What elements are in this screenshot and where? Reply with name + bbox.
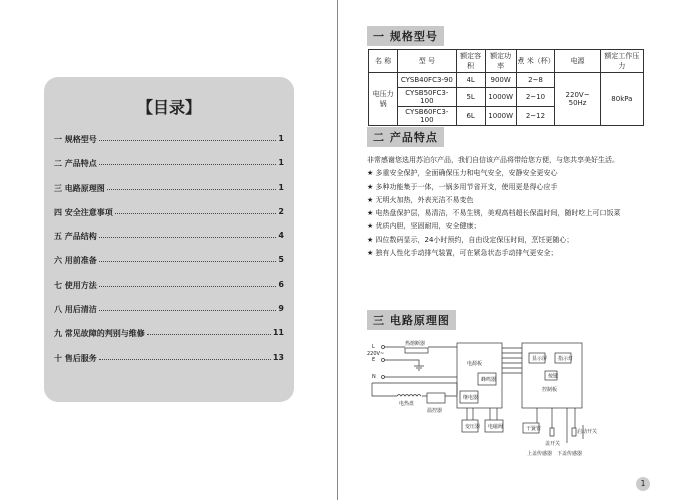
buzzer-box-label: 蜂鸣器 <box>481 377 497 383</box>
feature-item <box>367 167 652 180</box>
product-name: 电压力锅 <box>369 73 398 126</box>
spec-table <box>368 49 644 126</box>
diagram-label: 220V~ <box>367 351 385 357</box>
toc-page: 1 <box>278 134 284 143</box>
toc-page: 1 <box>278 182 284 192</box>
column-header: 额定容积 <box>456 50 485 73</box>
leader-dots <box>147 328 271 335</box>
cell-pressure: 80kPa <box>600 73 643 126</box>
diagram-label: 电热盘 <box>399 401 415 407</box>
toc-page: 9 <box>278 304 284 314</box>
diagram-label: 控制板 <box>542 387 558 393</box>
feature-item <box>367 234 652 247</box>
toc-item[interactable] <box>54 328 284 352</box>
feature-text: 电热盘保护层，易清洁，不易生锈，美观高档超长保温时间，随时吃上可口饭菜 <box>375 209 621 218</box>
cell-volume: 4L <box>456 73 485 88</box>
cell-model: CYSB60FC3-100 <box>398 107 456 126</box>
feature-text: 四位数码显示，24小时预约，自由设定保压时间，烹饪更随心； <box>375 235 574 244</box>
section-heading-circuit: 三 电路原理图 <box>367 310 456 330</box>
star-icon: ★ <box>367 235 376 244</box>
feature-text: 多种功能集于一体，一锅多用节省开支，使用更是得心应手 <box>375 182 558 191</box>
indicator-box-label: 指示灯 <box>558 356 574 362</box>
toc-page: 4 <box>278 231 284 241</box>
star-icon: ★ <box>367 169 376 178</box>
fuse <box>405 348 428 353</box>
toc-label: 十 售后服务 <box>54 353 97 363</box>
leader-dots <box>99 304 277 311</box>
diagram-label: 启动开关 <box>577 429 598 435</box>
column-header: 型 号 <box>398 50 456 73</box>
features-list <box>367 154 652 260</box>
leader-dots <box>99 280 277 287</box>
leader-dots <box>115 207 277 214</box>
valve-box-label: 电磁阀 <box>488 424 504 430</box>
relay-box-label: 继电器 <box>463 395 479 401</box>
leader-dots <box>99 134 277 141</box>
column-header: 额定工作压力 <box>600 50 643 73</box>
feature-text: 独有人性化手动排气装置，可在紧急状态手动排气更安全； <box>375 249 558 258</box>
feature-item <box>367 194 652 207</box>
feature-text: 优质内胆，坚固耐用，安全健康； <box>375 222 481 231</box>
toc-item[interactable] <box>54 255 284 279</box>
page-number: 1 <box>636 477 650 491</box>
toc-item[interactable] <box>54 304 284 328</box>
toc-item[interactable] <box>54 353 284 377</box>
toc-label: 一 规格型号 <box>54 135 97 144</box>
toc-page: 6 <box>278 279 284 289</box>
cell-power: 900W <box>485 73 516 88</box>
star-icon: ★ <box>367 209 376 218</box>
toc-page: 11 <box>272 328 284 338</box>
heater-coil <box>397 395 421 397</box>
diagram-label: E <box>372 357 376 363</box>
diagram-label: 盖开关 <box>545 441 561 447</box>
diagram-label: 下盖传感器 <box>557 451 583 457</box>
diagram-label: 电源板 <box>467 361 483 367</box>
column-header: 名 称 <box>369 50 398 73</box>
toc-item[interactable] <box>54 231 284 255</box>
left-page <box>0 0 338 500</box>
wires <box>467 348 575 443</box>
cell-model: CYSB40FC3-90 <box>398 73 456 88</box>
toc-item[interactable] <box>54 207 284 231</box>
cell-power-supply: 220V~ 50Hz <box>555 73 600 126</box>
cell-volume: 5L <box>456 88 485 107</box>
reed-box-label: 干簧管 <box>526 426 542 432</box>
feature-item <box>367 247 652 260</box>
toc-title: 【目录】 <box>136 98 201 117</box>
feature-text: 无明火加热，外表光洁不易变色 <box>375 195 474 204</box>
right-page <box>339 0 677 500</box>
leader-dots <box>99 231 277 238</box>
star-icon: ★ <box>367 222 376 231</box>
toc-item[interactable] <box>54 183 284 207</box>
toc-page: 1 <box>278 158 284 168</box>
star-icon: ★ <box>367 195 376 204</box>
transformer-box-label: 变压器 <box>465 424 481 430</box>
diagram-label: 温控器 <box>427 408 443 414</box>
table-row <box>369 73 644 88</box>
feature-item <box>367 220 652 233</box>
leader-dots <box>107 183 277 190</box>
column-header: 额定功率 <box>485 50 516 73</box>
leader-dots <box>99 353 271 360</box>
table-of-contents <box>44 77 294 402</box>
cell-rice: 2~10 <box>516 88 555 107</box>
toc-page: 13 <box>272 352 284 362</box>
section-heading-spec: 一 规格型号 <box>367 26 444 46</box>
diagram-label: L <box>372 344 375 350</box>
toc-label: 五 产品结构 <box>54 232 97 242</box>
cell-model: CYSB50FC3-100 <box>398 88 456 107</box>
toc-item[interactable] <box>54 280 284 304</box>
star-icon: ★ <box>367 182 376 191</box>
toc-item[interactable] <box>54 158 284 182</box>
feature-text: 多重安全保护，全面确保压力和电气安全，安静安全更安心 <box>375 169 558 178</box>
toc-label: 六 用前准备 <box>54 256 97 266</box>
column-header: 电源 <box>555 50 600 73</box>
keys-box-label: 按键 <box>548 373 559 380</box>
toc-label: 九 常见故障的判别与维修 <box>54 329 145 339</box>
section-heading-features: 二 产品特点 <box>367 127 444 147</box>
diagram-label: N <box>372 374 376 380</box>
toc-page: 2 <box>278 206 284 216</box>
toc-item[interactable] <box>54 134 284 158</box>
diagram-label: 热熔断器 <box>405 341 426 347</box>
toc-page: 5 <box>278 255 284 265</box>
cell-power: 1000W <box>485 88 516 107</box>
toc-label: 七 使用方法 <box>54 280 97 290</box>
feature-item <box>367 207 652 220</box>
thermostat <box>427 393 445 403</box>
diagram-label: 上盖传感器 <box>527 451 553 457</box>
leader-dots <box>99 158 277 165</box>
circuit-diagram <box>367 333 642 458</box>
cell-volume: 6L <box>456 107 485 126</box>
star-icon: ★ <box>367 249 376 258</box>
column-header: 煮 米（杯） <box>516 50 555 73</box>
toc-label: 二 产品特点 <box>54 159 97 169</box>
cell-rice: 2~12 <box>516 107 555 126</box>
cell-power: 1000W <box>485 107 516 126</box>
feature-item <box>367 181 652 194</box>
toc-label: 三 电路原理图 <box>54 183 105 193</box>
features-intro: 非常感谢您选用苏泊尔产品，我们自信该产品将带给您方便，与您共享美好生活。 <box>367 156 619 164</box>
toc-label: 四 安全注意事项 <box>54 207 113 217</box>
wires <box>372 347 457 396</box>
toc-label: 八 用后清洁 <box>54 305 97 315</box>
display-box-label: 显示屏 <box>532 356 548 362</box>
cell-rice: 2~8 <box>516 73 555 88</box>
leader-dots <box>99 255 277 262</box>
